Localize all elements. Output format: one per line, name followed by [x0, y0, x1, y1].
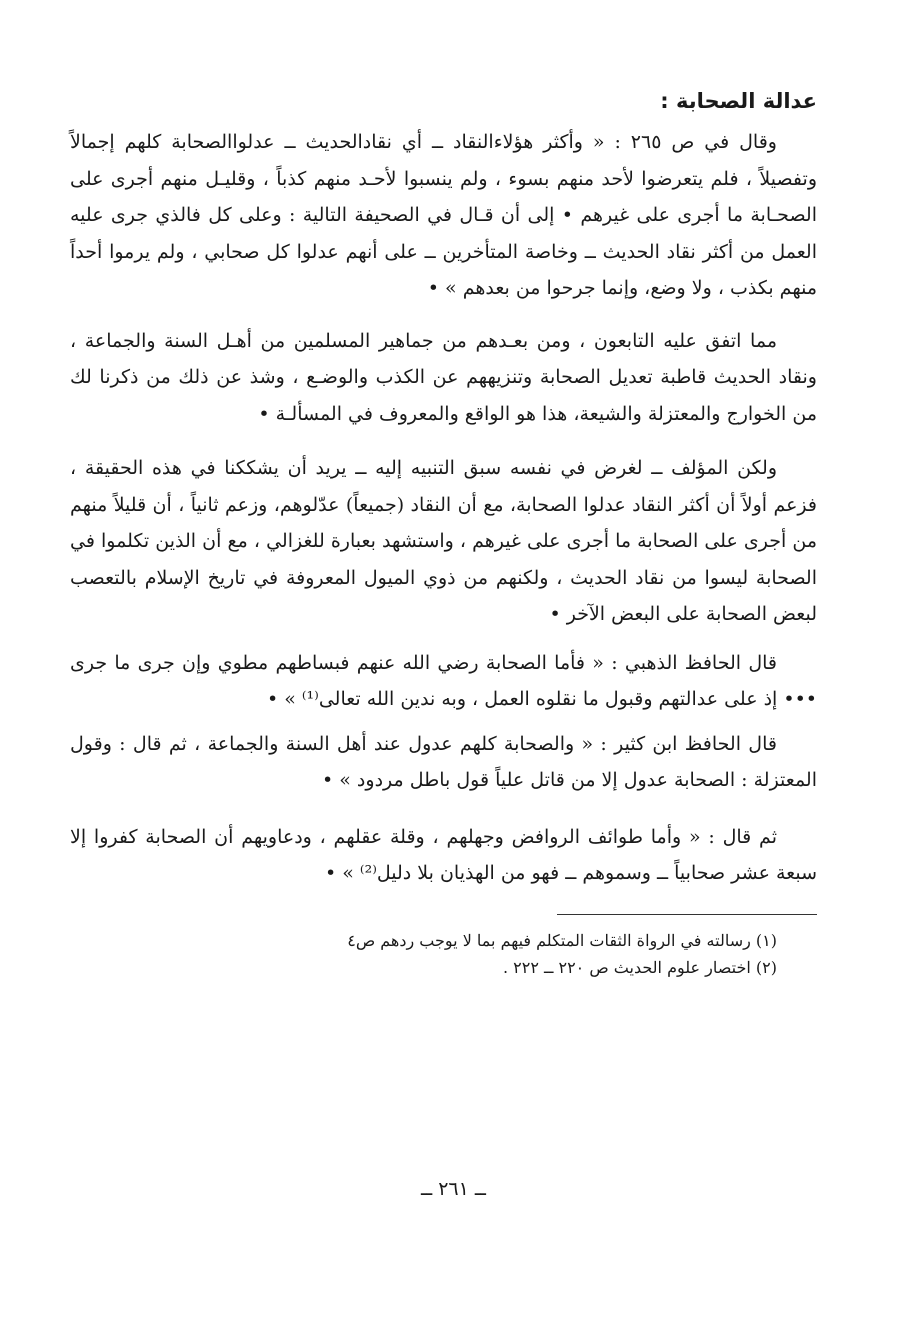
footnote-2: (٢) اختصار علوم الحديث ص ٢٢٠ ــ ٢٢٢ . — [502, 957, 777, 977]
page-number: ــ ٢٦١ ــ — [421, 1178, 486, 1200]
paragraph-2: مما اتفق عليه التابعون ، ومن بعـدهم من جماهير المسلمين من أهـل السنة والجماعة ، ونقاد الحديث قاطبة تعديل الصحابة وتنزيههم عن الكذب والوضـع ، وشذ عن ذلك من ذكرنا لك من الخوارج والمعتزلة والشيعة، هذا هو الواقع والمعروف في المسألـة • — [70, 329, 817, 425]
paragraph-1: وقال في ص ٢٦٥ : « وأكثر هؤلاءالنقاد ــ أي نقادالحديث ــ عدلواالصحابة كلهم إجمالاً وتفصيلاً ، فلم يتعرضوا لأحد منهم بسوء ، ولم ينسبوا لأحـد منهم كذباً ، وقليـل منهم أجرى على الصحـابة ما أجرى على غيرهم • إلى أن قـال في الصحيفة التالية : وعلى كل فالذي جرى عليه العمل من أكثر نقاد الحديث ــ وخاصة المتأخرين ــ على أنهم عدلوا كل صحابي ، ولم يرموا أحداً منهم بكذب ، ولا وضع، وإنما جرحوا من بعدهم » • — [70, 131, 817, 299]
paragraph-6: ثم قال : « وأما طوائف الروافض وجهلهم ، وقلة عقلهم ، ودعاويهم أن الصحابة كفروا إلا سبعة عشر صحابياً ــ وسموهم ــ فهو من الهذيان بلا دليل⁽²⁾ » • — [70, 825, 817, 884]
section-heading: عدالة الصحابة : — [660, 89, 817, 113]
paragraph-3: ولكن المؤلف ــ لغرض في نفسه سبق التنبيه إليه ــ يريد أن يشككنا في هذه الحقيقة ، فزعم أولاً أن أكثر النقاد عدلوا الصحابة، مع أن النقاد (جميعاً) عدّلوهم، وزعم ثانياً ، أن قليلاً منهم من أجرى على الصحابة ما أجرى على غيرهم ، واستشهد بعبارة للغزالي ، مع أن الذين تكلموا في الصحابة ليسوا من نقاد الحديث ، ولكنهم من ذوي الميول المعروفة في تاريخ الإسلام بالتعصب لبعض الصحابة على البعض الآخر • — [70, 457, 817, 625]
paragraph-5: قال الحافظ ابن كثير : « والصحابة كلهم عدول عند أهل السنة والجماعة ، ثم قال : وقول المعتزلة : الصحابة عدول إلا من قاتل علياً قول باطل مردود » • — [70, 732, 817, 791]
footnote-1: (١) رسالته في الرواة الثقات المتكلم فيهم بما لا يوجب ردهم ص٤ — [347, 930, 777, 950]
paragraph-4: قال الحافظ الذهبي : « فأما الصحابة رضي الله عنهم فبساطهم مطوي وإن جرى ما جرى ••• إذ على عدالتهم وقبول ما نقلوه العمل ، وبه ندين الله تعالى⁽¹⁾ » • — [70, 651, 817, 710]
footnote-divider — [557, 914, 817, 915]
